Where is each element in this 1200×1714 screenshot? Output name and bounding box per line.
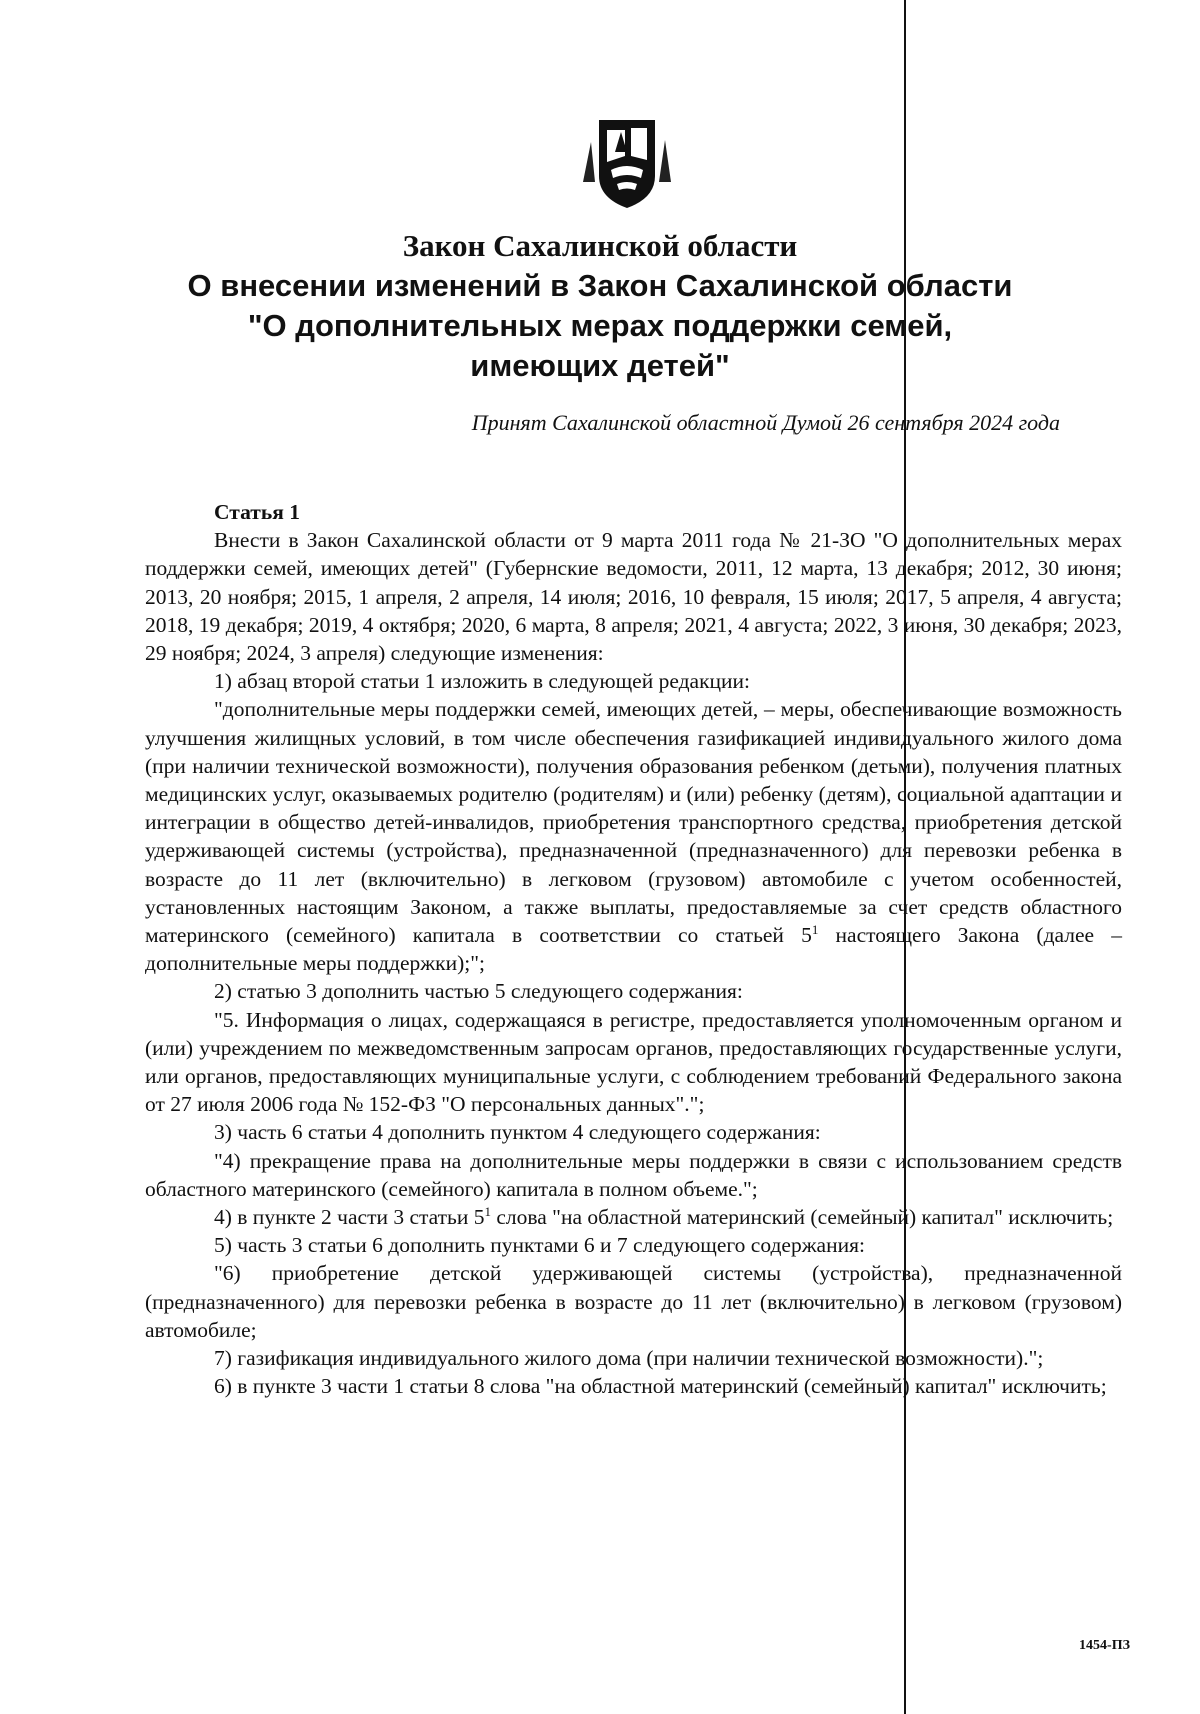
superscript: 1 (484, 1203, 491, 1219)
item-4-text: 4) в пункте 2 части 3 статьи 5 (214, 1205, 485, 1230)
amendment-item-5-point-7: 7) газификация индивидуального жилого дома (при наличии технической возможности)."; (214, 1346, 1044, 1371)
law-title: Закон Сахалинской области (402, 228, 798, 263)
document-code: 1454-ПЗ (1079, 1638, 1130, 1653)
title-block (180, 226, 1020, 386)
item-4-text-end: слова "на областной материнский (семейный) капитал" исключить; (491, 1205, 1114, 1230)
amendment-item-4 (145, 1203, 1122, 1231)
amendment-item-5-point-6: "6) приобретение детской удерживающей системы (устройства), предназначенной (предназначенного) для перевозки ребенка в возрасте до 11 лет (включительно) в легковом (грузовом) автомобиле; (145, 1261, 1122, 1342)
quote-text-end: настоящего Закона (далее – дополнительные меры поддержки);"; (145, 923, 1122, 976)
amendment-item-6: 6) в пункте 3 части 1 статьи 8 слова "на областной материнский (семейный) капитал" исключить; (214, 1374, 1107, 1399)
sakhalin-coat-of-arms-icon (581, 112, 673, 212)
superscript: 1 (811, 921, 819, 937)
amendment-item-3-quote: "4) прекращение права на дополнительные меры поддержки в связи с использованием средств областного материнского (семейного) капитала в полном объеме."; (145, 1148, 1122, 1201)
amendment-item-1-quote (145, 695, 1122, 977)
amendment-item-5: 5) часть 3 статьи 6 дополнить пунктами 6 и 7 следующего содержания: (214, 1233, 865, 1258)
article-heading: Статья 1 (214, 500, 300, 524)
amendment-item-3: 3) часть 6 статьи 4 дополнить пунктом 4 следующего содержания: (214, 1120, 821, 1145)
amendment-item-1: 1) абзац второй статьи 1 изложить в следующей редакции: (214, 669, 751, 694)
article-intro: Внести в Закон Сахалинской области от 9 марта 2011 года № 21-ЗО "О дополнительных мерах поддержки семей, имеющих детей" (Губернские ведомости, 2011, 12 марта, 13 декабря; 2012, 30 июня; 2013, 20 ноября; 2015, 1 апреля, 2 апреля, 14 июля; 2016, 10 февраля, 15 июля; 2017, 5 апреля, 4 августа; 2018, 19 декабря; 2019, 4 октября; 2020, 6 марта, 8 апреля; 2021, 4 августа; 2022, 3 июня, 30 декабря; 2023, 29 ноября; 2024, 3 апреля) следующие изменения: (145, 528, 1122, 666)
amendment-item-2: 2) статью 3 дополнить частью 5 следующего содержания: (214, 979, 743, 1004)
article-body (145, 498, 1122, 1401)
law-subtitle: О внесении изменений в Закон Сахалинской области "О дополнительных мерах поддержки семей, имеющих детей" (187, 268, 1013, 383)
amendment-item-2-quote: "5. Информация о лицах, содержащаяся в регистре, предоставляется уполномоченным органом и (или) учреждением по межведомственным запросам органов, предоставляющих государственные услуги, или органов, предоставляющих муниципальные услуги, с соблюдением требований Федерального закона от 27 июля 2006 года № 152-ФЗ "О персональных данных"."; (145, 1007, 1122, 1117)
quote-text: "дополнительные меры поддержки семей, имеющих детей, – меры, обеспечивающие возможность улучшения жилищных условий, в том числе обеспечения газификацией индивидуального жилого дома (при наличии технической возможности), получения образования ребенком (детьми), получения платных медицинских услуг, оказываемых родителю (родителям) и (или) ребенку (детям), социальной адаптации и интеграции в общество детей-инвалидов, приобретения транспортного средства, приобретения детской удерживающей системы (устройства), предназначенной (предназначенного) для перевозки ребенка в возрасте до 11 лет (включительно) в легковом (грузовом) автомобиле с учетом особенностей, установленных настоящим Законом, а также выплаты, предоставляемые за счет средств областного материнского (семейного) капитала в соответствии со статьей 5 (145, 697, 1122, 948)
adoption-note: Принят Сахалинской областной Думой 26 сентября 2024 года (471, 410, 1060, 435)
